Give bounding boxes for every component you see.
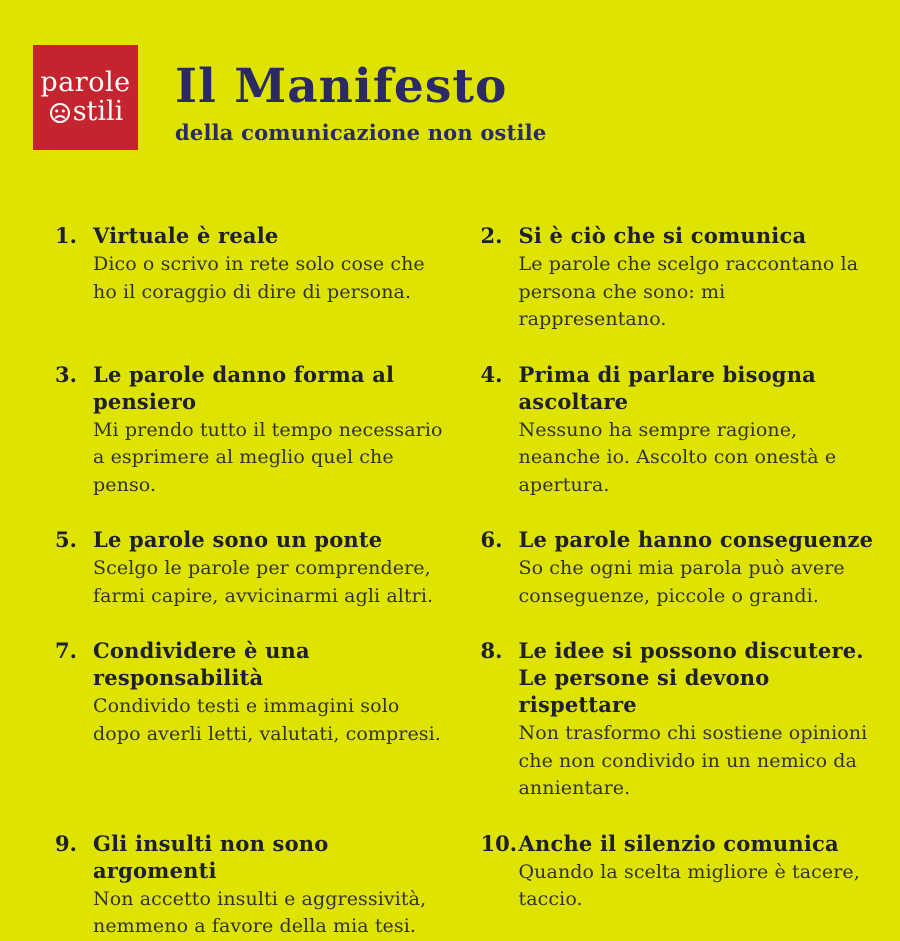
item-number: 6. <box>480 527 503 552</box>
parole-ostili-logo <box>33 45 138 150</box>
item-title: Virtuale è reale <box>93 223 279 248</box>
logo-text-stili: stili <box>72 95 124 127</box>
item-title: Prima di parlare bisogna ascoltare <box>518 361 816 414</box>
poster-subtitle: della comunicazione non ostile <box>175 120 547 145</box>
manifesto-item-10 <box>481 830 879 941</box>
item-description: So che ogni mia parola può avere conseguenze, piccole o grandi. <box>518 557 845 607</box>
manifesto-item-6 <box>481 526 879 610</box>
item-number: 3. <box>55 361 77 387</box>
item-title: Anche il silenzio comunica <box>518 830 839 856</box>
manifesto-item-4 <box>481 361 879 500</box>
item-description: Quando la scelta migliore è tacere, taccio. <box>518 860 860 910</box>
manifesto-list <box>55 222 878 941</box>
item-number: 5. <box>55 527 77 552</box>
item-description: Scelgo le parole per comprendere, farmi capire, avvicinarmi agli altri. <box>93 557 434 607</box>
poster-title: Il Manifesto <box>175 59 508 114</box>
manifesto-item-8 <box>481 637 879 803</box>
poster-header <box>33 45 875 155</box>
item-title: Le parole sono un ponte <box>93 527 383 552</box>
item-number: 4. <box>480 361 503 387</box>
item-title: Le parole hanno conseguenze <box>518 527 874 552</box>
manifesto-item-5 <box>55 526 453 610</box>
item-number: 9. <box>55 830 77 856</box>
item-title: Gli insulti non sono argomenti <box>93 830 329 883</box>
item-description: Mi prendo tutto il tempo necessario a esprimere al meglio quel che penso. <box>93 418 443 496</box>
manifesto-item-3 <box>55 361 453 500</box>
sad-face-icon <box>48 100 72 124</box>
item-title: Le parole danno forma al pensiero <box>93 361 395 414</box>
logo-text-line1: parole <box>40 67 131 99</box>
manifesto-item-2 <box>481 222 879 334</box>
manifesto-item-9 <box>55 830 453 941</box>
manifesto-item-1 <box>55 222 453 334</box>
item-number: 8. <box>480 638 503 663</box>
item-number: 10. <box>480 830 518 856</box>
title-block <box>175 59 547 145</box>
logo-text-line2 <box>48 95 124 127</box>
item-description: Dico o scrivo in rete solo cose che ho il coraggio di dire di persona. <box>93 253 425 303</box>
item-title: Le idee si possono discutere. Le persone si devono rispettare <box>518 638 864 717</box>
item-description: Nessuno ha sempre ragione, neanche io. Ascolto con onestà e apertura. <box>518 418 837 496</box>
manifesto-item-7 <box>55 637 453 803</box>
item-number: 1. <box>55 223 77 248</box>
item-title: Condividere è una responsabilità <box>93 638 310 690</box>
item-title: Si è ciò che si comunica <box>518 223 807 248</box>
item-number: 7. <box>55 638 77 663</box>
item-description: Le parole che scelgo raccontano la persona che sono: mi rappresentano. <box>518 253 859 330</box>
item-description: Non trasformo chi sostiene opinioni che non condivido in un nemico da annientare. <box>518 722 868 799</box>
item-description: Non accetto insulti e aggressività, nemmeno a favore della mia tesi. <box>93 887 427 937</box>
item-number: 2. <box>480 223 503 248</box>
item-description: Condivido testi e immagini solo dopo averli letti, valutati, compresi. <box>93 695 441 745</box>
